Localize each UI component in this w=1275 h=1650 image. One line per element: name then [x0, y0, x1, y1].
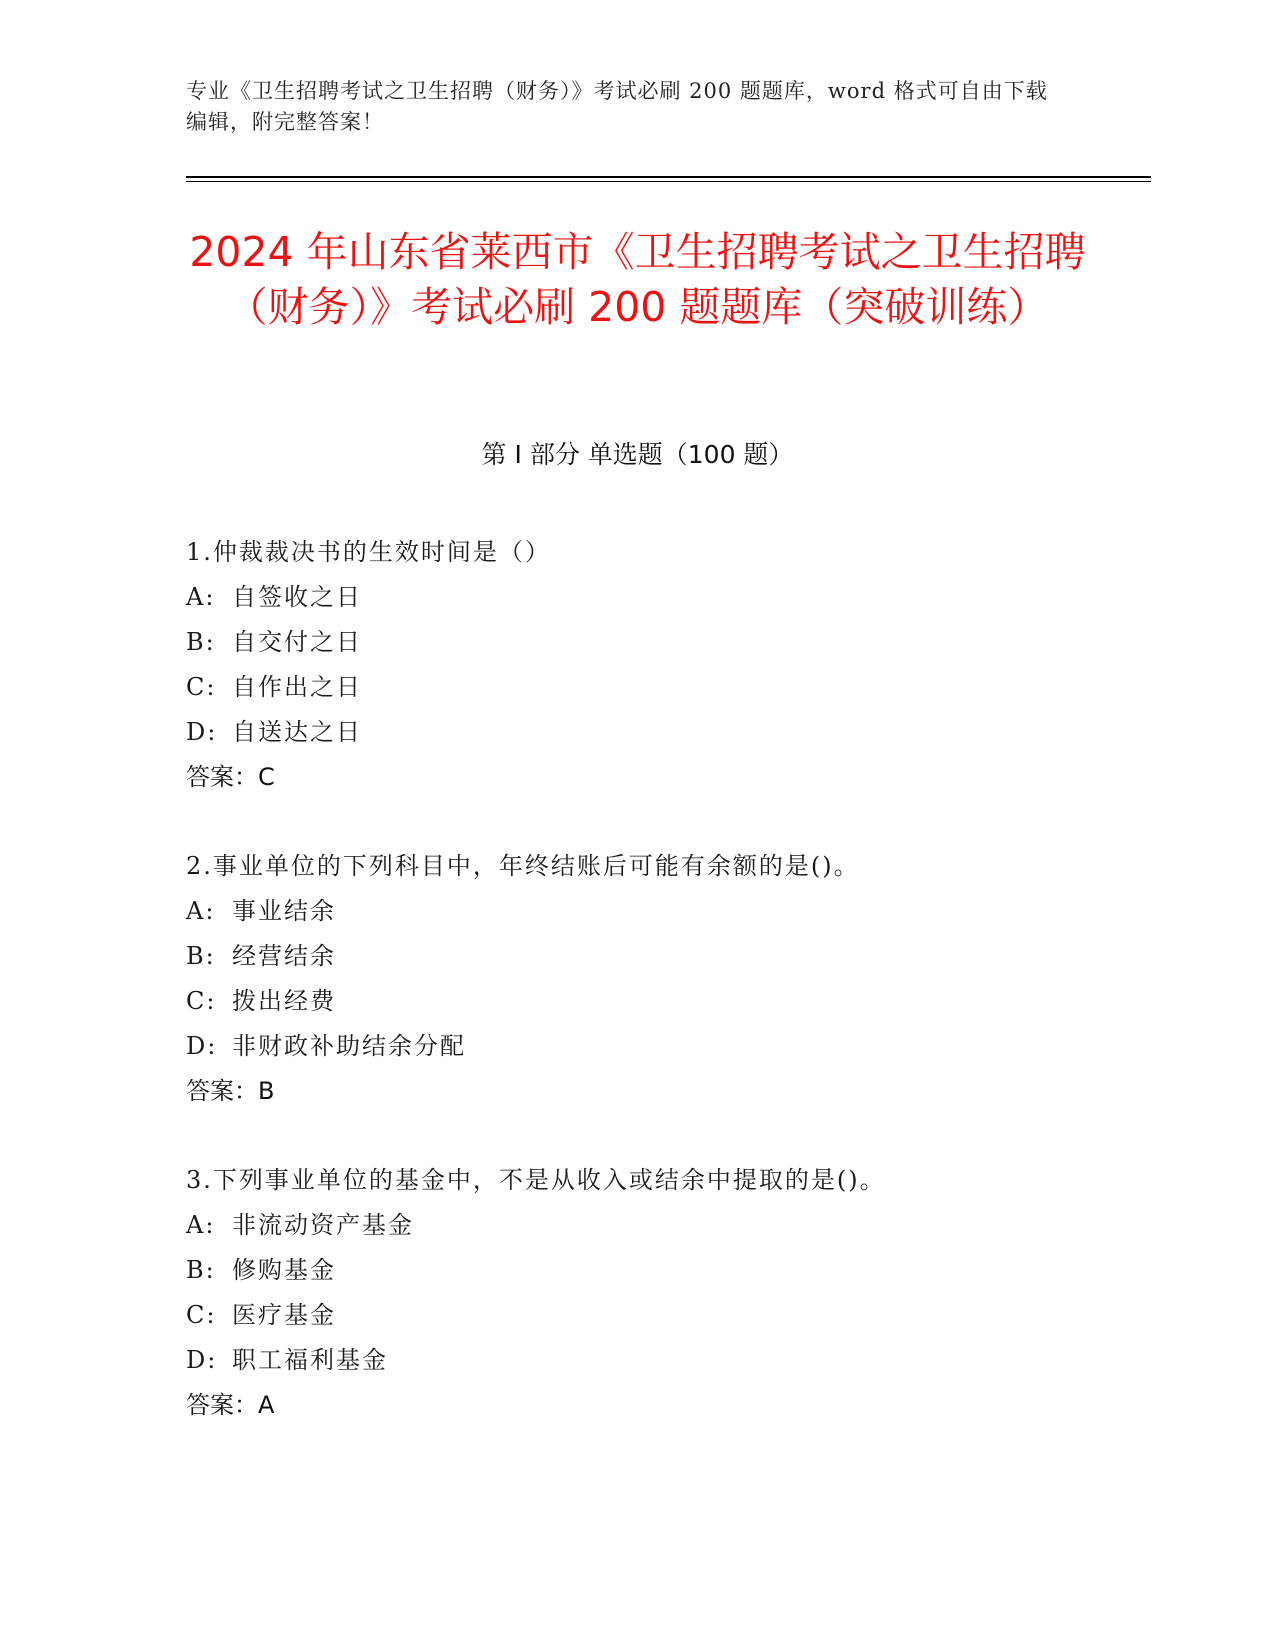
option-a: [186, 889, 1146, 934]
answer-label: 答案：: [186, 1077, 258, 1105]
option-d: [186, 1338, 1146, 1383]
header-rule-thick: [186, 176, 1151, 178]
option-text: 非流动资产基金: [232, 1211, 414, 1239]
answer-line: [186, 755, 1146, 800]
option-text: 非财政补助结余分配: [232, 1032, 466, 1060]
option-text: 修购基金: [232, 1256, 336, 1284]
option-text: 自送达之日: [232, 718, 362, 746]
answer-value: B: [258, 1077, 275, 1105]
option-key: C:: [186, 987, 217, 1015]
option-text: 医疗基金: [232, 1301, 336, 1329]
option-text: 事业结余: [232, 897, 336, 925]
option-text: 经营结余: [232, 942, 336, 970]
option-b: [186, 620, 1146, 665]
question-3: [186, 1158, 1146, 1428]
option-text: 职工福利基金: [232, 1346, 388, 1374]
answer-label: 答案：: [186, 763, 258, 791]
option-key: B:: [186, 1256, 216, 1284]
option-key: A:: [186, 583, 216, 611]
option-key: D:: [186, 1032, 218, 1060]
option-key: C:: [186, 1301, 217, 1329]
option-c: [186, 1293, 1146, 1338]
answer-line: [186, 1069, 1146, 1114]
answer-label: 答案：: [186, 1391, 258, 1419]
option-key: B:: [186, 942, 216, 970]
option-text: 拨出经费: [232, 987, 336, 1015]
question-1: [186, 530, 1146, 800]
option-key: C:: [186, 673, 217, 701]
option-key: D:: [186, 718, 218, 746]
section-heading: 第 I 部分 单选题（100 题）: [481, 440, 794, 469]
header-note: 专业《卫生招聘考试之卫生招聘（财务）》考试必刷 200 题题库，word 格式可自由下载编辑，附完整答案！: [186, 79, 1048, 134]
answer-value: A: [258, 1391, 275, 1419]
answer-line: [186, 1383, 1146, 1428]
option-d: [186, 1024, 1146, 1069]
option-text: 自签收之日: [232, 583, 362, 611]
option-key: B:: [186, 628, 216, 656]
option-d: [186, 710, 1146, 755]
option-key: D:: [186, 1346, 218, 1374]
option-b: [186, 1248, 1146, 1293]
option-text: 自交付之日: [232, 628, 362, 656]
answer-value: C: [258, 763, 275, 791]
option-a: [186, 575, 1146, 620]
question-stem: 1.仲裁裁决书的生效时间是（）: [186, 538, 551, 566]
option-c: [186, 979, 1146, 1024]
question-stem: 3.下列事业单位的基金中，不是从收入或结余中提取的是()。: [186, 1166, 886, 1194]
option-a: [186, 1203, 1146, 1248]
option-key: A:: [186, 1211, 216, 1239]
question-list: [186, 530, 1146, 1472]
option-c: [186, 665, 1146, 710]
header-rule-thin: [186, 181, 1151, 182]
option-key: A:: [186, 897, 216, 925]
question-2: [186, 844, 1146, 1114]
document-title: 2024 年山东省莱西市《卫生招聘考试之卫生招聘（财务）》考试必刷 200 题题库（突破训练）: [189, 228, 1086, 331]
option-b: [186, 934, 1146, 979]
question-stem: 2.事业单位的下列科目中，年终结账后可能有余额的是()。: [186, 852, 860, 880]
option-text: 自作出之日: [232, 673, 362, 701]
